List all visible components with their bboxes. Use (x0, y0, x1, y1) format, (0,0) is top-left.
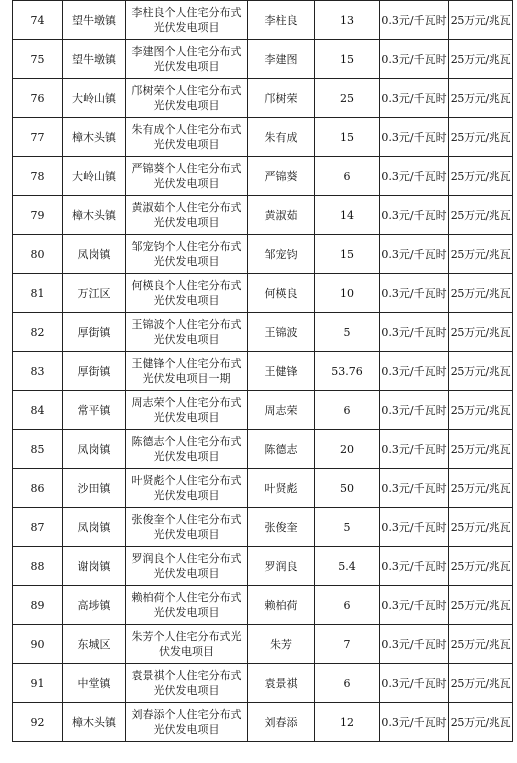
row-number: 91 (13, 664, 63, 703)
project-name-cell: 刘春添个人住宅分布式光伏发电项目 (126, 703, 248, 742)
town-cell: 大岭山镇 (63, 157, 126, 196)
table-row (13, 469, 513, 508)
owner-cell: 邝树荣 (248, 79, 315, 118)
row-number: 78 (13, 157, 63, 196)
project-name-cell: 王健锋个人住宅分布式光伏发电项目一期 (126, 352, 248, 391)
town-cell: 厚街镇 (63, 313, 126, 352)
price-cell: 0.3元/千瓦时 (380, 352, 449, 391)
row-number: 80 (13, 235, 63, 274)
subsidy-cell: 25万元/兆瓦 (449, 430, 513, 469)
row-number: 74 (13, 1, 63, 40)
subsidy-cell: 25万元/兆瓦 (449, 79, 513, 118)
row-number: 85 (13, 430, 63, 469)
project-name-cell: 陈德志个人住宅分布式光伏发电项目 (126, 430, 248, 469)
table-row (13, 235, 513, 274)
price-cell: 0.3元/千瓦时 (380, 430, 449, 469)
capacity-cell: 6 (315, 586, 380, 625)
owner-cell: 赖柏荷 (248, 586, 315, 625)
town-cell: 东城区 (63, 625, 126, 664)
owner-cell: 朱芳 (248, 625, 315, 664)
row-number: 89 (13, 586, 63, 625)
project-name-cell: 王锦波个人住宅分布式光伏发电项目 (126, 313, 248, 352)
row-number: 86 (13, 469, 63, 508)
price-cell: 0.3元/千瓦时 (380, 1, 449, 40)
town-cell: 谢岗镇 (63, 547, 126, 586)
project-name-cell: 严锦葵个人住宅分布式光伏发电项目 (126, 157, 248, 196)
table-row (13, 313, 513, 352)
price-cell: 0.3元/千瓦时 (380, 547, 449, 586)
town-cell: 望牛墩镇 (63, 40, 126, 79)
table-row (13, 703, 513, 742)
capacity-cell: 53.76 (315, 352, 380, 391)
subsidy-cell: 25万元/兆瓦 (449, 547, 513, 586)
town-cell: 凤岗镇 (63, 430, 126, 469)
project-name-cell: 袁景祺个人住宅分布式光伏发电项目 (126, 664, 248, 703)
row-number: 88 (13, 547, 63, 586)
owner-cell: 李建图 (248, 40, 315, 79)
price-cell: 0.3元/千瓦时 (380, 118, 449, 157)
project-name-cell: 朱有成个人住宅分布式光伏发电项目 (126, 118, 248, 157)
owner-cell: 王锦波 (248, 313, 315, 352)
owner-cell: 严锦葵 (248, 157, 315, 196)
price-cell: 0.3元/千瓦时 (380, 703, 449, 742)
capacity-cell: 13 (315, 1, 380, 40)
price-cell: 0.3元/千瓦时 (380, 313, 449, 352)
owner-cell: 邹宠钧 (248, 235, 315, 274)
project-table (12, 0, 513, 742)
town-cell: 厚街镇 (63, 352, 126, 391)
subsidy-cell: 25万元/兆瓦 (449, 469, 513, 508)
owner-cell: 陈德志 (248, 430, 315, 469)
row-number: 77 (13, 118, 63, 157)
subsidy-cell: 25万元/兆瓦 (449, 313, 513, 352)
capacity-cell: 15 (315, 235, 380, 274)
price-cell: 0.3元/千瓦时 (380, 157, 449, 196)
price-cell: 0.3元/千瓦时 (380, 79, 449, 118)
table-row (13, 157, 513, 196)
table-row (13, 274, 513, 313)
row-number: 90 (13, 625, 63, 664)
owner-cell: 何楧良 (248, 274, 315, 313)
town-cell: 樟木头镇 (63, 703, 126, 742)
owner-cell: 王健锋 (248, 352, 315, 391)
town-cell: 万江区 (63, 274, 126, 313)
subsidy-cell: 25万元/兆瓦 (449, 586, 513, 625)
subsidy-cell: 25万元/兆瓦 (449, 40, 513, 79)
table-row (13, 1, 513, 40)
table-row (13, 664, 513, 703)
capacity-cell: 12 (315, 703, 380, 742)
subsidy-cell: 25万元/兆瓦 (449, 352, 513, 391)
price-cell: 0.3元/千瓦时 (380, 469, 449, 508)
price-cell: 0.3元/千瓦时 (380, 625, 449, 664)
project-name-cell: 李建图个人住宅分布式光伏发电项目 (126, 40, 248, 79)
owner-cell: 朱有成 (248, 118, 315, 157)
project-name-cell: 周志荣个人住宅分布式光伏发电项目 (126, 391, 248, 430)
project-name-cell: 邹宠钧个人住宅分布式光伏发电项目 (126, 235, 248, 274)
subsidy-cell: 25万元/兆瓦 (449, 1, 513, 40)
project-name-cell: 叶贤彪个人住宅分布式光伏发电项目 (126, 469, 248, 508)
subsidy-cell: 25万元/兆瓦 (449, 274, 513, 313)
capacity-cell: 25 (315, 79, 380, 118)
price-cell: 0.3元/千瓦时 (380, 391, 449, 430)
row-number: 92 (13, 703, 63, 742)
project-name-cell: 何楧良个人住宅分布式光伏发电项目 (126, 274, 248, 313)
capacity-cell: 10 (315, 274, 380, 313)
owner-cell: 罗润良 (248, 547, 315, 586)
town-cell: 常平镇 (63, 391, 126, 430)
owner-cell: 李柱良 (248, 1, 315, 40)
row-number: 84 (13, 391, 63, 430)
project-name-cell: 李柱良个人住宅分布式光伏发电项目 (126, 1, 248, 40)
capacity-cell: 5 (315, 508, 380, 547)
table-row (13, 547, 513, 586)
table-row (13, 586, 513, 625)
capacity-cell: 20 (315, 430, 380, 469)
owner-cell: 周志荣 (248, 391, 315, 430)
subsidy-cell: 25万元/兆瓦 (449, 508, 513, 547)
subsidy-cell: 25万元/兆瓦 (449, 625, 513, 664)
capacity-cell: 7 (315, 625, 380, 664)
table-row (13, 118, 513, 157)
table-row (13, 430, 513, 469)
row-number: 82 (13, 313, 63, 352)
table-row (13, 40, 513, 79)
capacity-cell: 50 (315, 469, 380, 508)
subsidy-cell: 25万元/兆瓦 (449, 196, 513, 235)
price-cell: 0.3元/千瓦时 (380, 274, 449, 313)
owner-cell: 刘春添 (248, 703, 315, 742)
capacity-cell: 5 (315, 313, 380, 352)
subsidy-cell: 25万元/兆瓦 (449, 391, 513, 430)
row-number: 87 (13, 508, 63, 547)
table-row (13, 391, 513, 430)
project-name-cell: 罗润良个人住宅分布式光伏发电项目 (126, 547, 248, 586)
project-name-cell: 张俊奎个人住宅分布式光伏发电项目 (126, 508, 248, 547)
table-row (13, 196, 513, 235)
town-cell: 樟木头镇 (63, 196, 126, 235)
subsidy-cell: 25万元/兆瓦 (449, 235, 513, 274)
town-cell: 大岭山镇 (63, 79, 126, 118)
owner-cell: 叶贤彪 (248, 469, 315, 508)
capacity-cell: 14 (315, 196, 380, 235)
price-cell: 0.3元/千瓦时 (380, 40, 449, 79)
capacity-cell: 5.4 (315, 547, 380, 586)
capacity-cell: 15 (315, 40, 380, 79)
project-name-cell: 邝树荣个人住宅分布式光伏发电项目 (126, 79, 248, 118)
owner-cell: 黄淑茹 (248, 196, 315, 235)
town-cell: 凤岗镇 (63, 235, 126, 274)
table-row (13, 352, 513, 391)
town-cell: 望牛墩镇 (63, 1, 126, 40)
owner-cell: 袁景祺 (248, 664, 315, 703)
table-row (13, 625, 513, 664)
row-number: 81 (13, 274, 63, 313)
price-cell: 0.3元/千瓦时 (380, 508, 449, 547)
capacity-cell: 6 (315, 664, 380, 703)
project-name-cell: 朱芳个人住宅分布式光伏发电项目 (126, 625, 248, 664)
town-cell: 高埗镇 (63, 586, 126, 625)
subsidy-cell: 25万元/兆瓦 (449, 703, 513, 742)
capacity-cell: 6 (315, 391, 380, 430)
row-number: 79 (13, 196, 63, 235)
price-cell: 0.3元/千瓦时 (380, 196, 449, 235)
table-row (13, 508, 513, 547)
subsidy-cell: 25万元/兆瓦 (449, 157, 513, 196)
town-cell: 凤岗镇 (63, 508, 126, 547)
subsidy-cell: 25万元/兆瓦 (449, 118, 513, 157)
capacity-cell: 15 (315, 118, 380, 157)
row-number: 83 (13, 352, 63, 391)
project-name-cell: 黄淑茹个人住宅分布式光伏发电项目 (126, 196, 248, 235)
town-cell: 中堂镇 (63, 664, 126, 703)
town-cell: 沙田镇 (63, 469, 126, 508)
capacity-cell: 6 (315, 157, 380, 196)
owner-cell: 张俊奎 (248, 508, 315, 547)
project-name-cell: 赖柏荷个人住宅分布式光伏发电项目 (126, 586, 248, 625)
table-row (13, 79, 513, 118)
row-number: 75 (13, 40, 63, 79)
town-cell: 樟木头镇 (63, 118, 126, 157)
row-number: 76 (13, 79, 63, 118)
price-cell: 0.3元/千瓦时 (380, 664, 449, 703)
table-body (13, 1, 513, 742)
subsidy-cell: 25万元/兆瓦 (449, 664, 513, 703)
price-cell: 0.3元/千瓦时 (380, 235, 449, 274)
price-cell: 0.3元/千瓦时 (380, 586, 449, 625)
